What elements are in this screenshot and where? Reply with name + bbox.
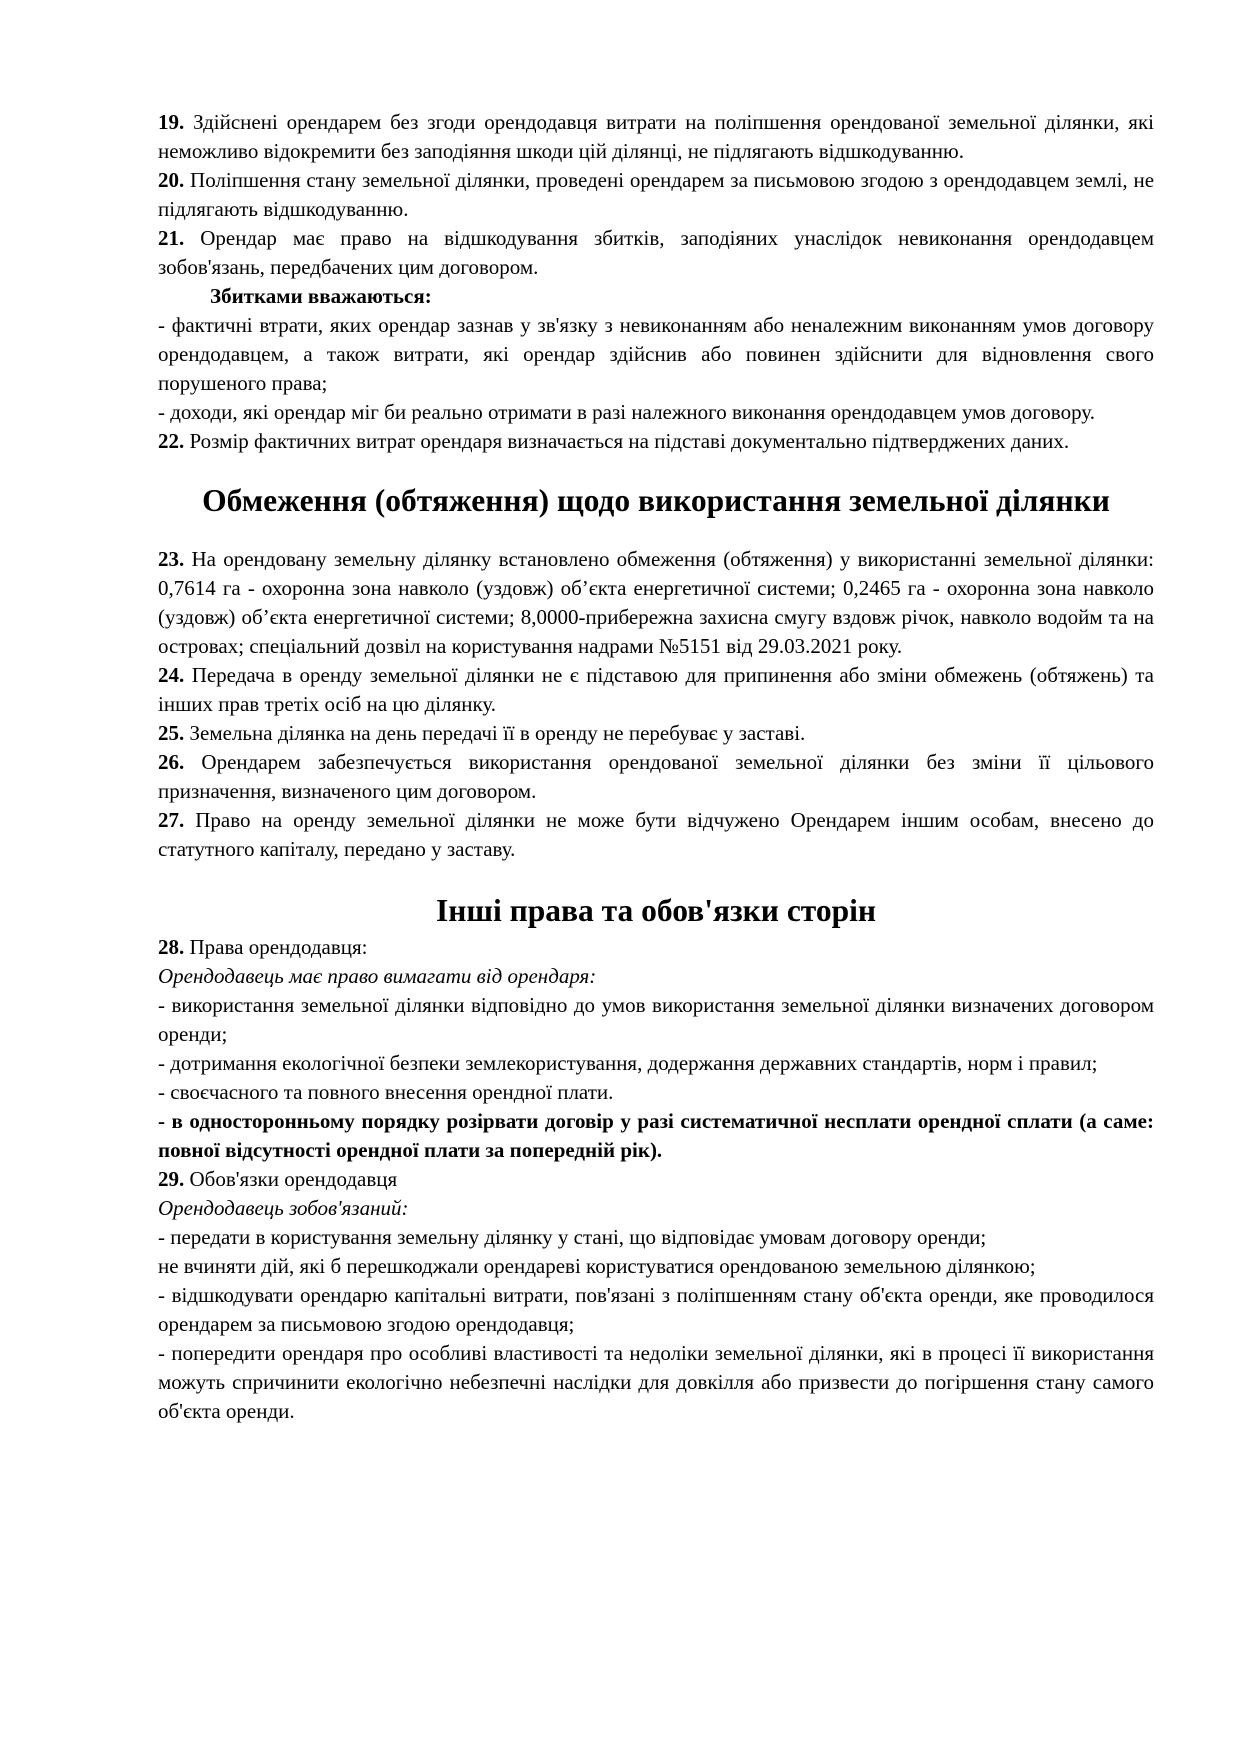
clause-28 xyxy=(158,933,1154,962)
clause-19 xyxy=(158,108,1154,166)
list-item: - відшкодувати орендарю капітальні витрати, пов'язані з поліпшенням стану об'єкта оренди, яке проводилося орендарем за письмовою згодою орендодавця; xyxy=(158,1283,1154,1336)
clause-text: Передача в оренду земельної ділянки не є підставою для припинення або зміни обмежень (обтяжень) та інших прав третіх осіб на цю ділянку. xyxy=(158,663,1154,716)
clause-number: 29. xyxy=(158,1167,185,1191)
clause-29 xyxy=(158,1165,1154,1194)
clause-text: Орендар має право на відшкодування збитків, заподіяних унаслідок невиконання орендодавцем зобов'язань, передбачених цим договором. xyxy=(158,226,1154,279)
clause-text: Земельна ділянка на день передачі її в оренду не перебуває у заставі. xyxy=(189,721,806,745)
clause-text: Поліпшення стану земельної ділянки, проведені орендарем за письмовою згодою з орендодавцем землі, не підлягають відшкодуванню. xyxy=(158,168,1155,221)
italic-line: Орендодавець має право вимагати від орендаря: xyxy=(158,964,597,988)
list-item: - фактичні втрати, яких орендар зазнав у зв'язку з невиконанням або неналежним виконанням умов договору орендодавцем, а також витрати, які орендар здійснив або повинен здійснити для відновлення свого порушеного права; xyxy=(158,313,1154,395)
clause-20 xyxy=(158,166,1154,224)
list-item: - використання земельної ділянки відповідно до умов використання земельної ділянки визначених договором оренди; xyxy=(158,993,1154,1046)
clause-24 xyxy=(158,661,1154,719)
list-item: - доходи, які орендар міг би реально отримати в разі належного виконання орендодавцем умов договору. xyxy=(158,400,1095,424)
clause-text: На орендовану земельну ділянку встановлено обмеження (обтяження) у використанні земельної ділянки: 0,7614 га - охоронна зона навколо (уздовж) об’єкта енергетичної системи; 0,2465 га - охоронна зона навколо (уздовж) об’єкта енергетичної системи; 8,0000-прибережна захисна смугу вздовж річок, навколо водойм та на островах; спеціальний дозвіл на користування надрами №5151 від 29.03.2021 року. xyxy=(158,547,1154,658)
clause-text: Розмір фактичних витрат орендаря визначається на підставі документально підтверджених даних. xyxy=(189,429,1070,453)
clause-text: Обов'язки орендодавця xyxy=(189,1167,398,1191)
list-item: - передати в користування земельну ділянку у стані, що відповідає умовам договору оренди; xyxy=(158,1225,987,1249)
clause-number: 22. xyxy=(158,429,185,453)
clause-text: Права орендодавця: xyxy=(189,935,368,959)
clause-number: 27. xyxy=(158,808,185,832)
clause-number: 26. xyxy=(158,750,185,774)
list-item: - попередити орендаря про особливі властивості та недоліки земельної ділянки, які в процесі її використання можуть спричинити екологічно небезпечні наслідки для довкілля або призвести до погіршення стану самого об'єкта оренди. xyxy=(158,1341,1154,1423)
clause-number: 23. xyxy=(158,547,185,571)
clause-number: 19. xyxy=(158,110,185,134)
clause-26 xyxy=(158,748,1154,806)
clause-number: 24. xyxy=(158,663,185,687)
clause-text: Здійснені орендарем без згоди орендодавця витрати на поліпшення орендованої земельної ділянки, які неможливо відокремити без заподіяння шкоди цій ділянці, не підлягають відшкодуванню. xyxy=(158,110,1155,163)
list-item: - дотримання екологічної безпеки землекористування, додержання державних стандартів, норм і правил; xyxy=(158,1051,1098,1075)
clause-number: 25. xyxy=(158,721,185,745)
clause-text: Право на оренду земельної ділянки не може бути відчужено Орендарем іншим особам, внесено до статутного капіталу, передано у заставу. xyxy=(158,808,1154,861)
clause-25 xyxy=(158,719,1154,748)
clause-22 xyxy=(158,427,1154,456)
indented-line: Збитками вважаються: xyxy=(210,284,432,308)
clause-number: 21. xyxy=(158,226,185,250)
clause-23 xyxy=(158,545,1154,661)
section-heading: Інші права та обов'язки сторін xyxy=(435,893,877,928)
section-heading: Обмеження (обтяження) щодо використання земельної ділянки xyxy=(202,483,1110,518)
list-item: - в односторонньому порядку розірвати договір у разі систематичної несплати орендної сплати (а саме: повної відсутності орендної плати за попередній рік). xyxy=(158,1109,1154,1162)
clause-21 xyxy=(158,224,1154,282)
clause-27 xyxy=(158,806,1154,864)
document-content xyxy=(158,108,1154,1426)
list-item: - своєчасного та повного внесення орендної плати. xyxy=(158,1080,614,1104)
clause-number: 28. xyxy=(158,935,185,959)
clause-text: Орендарем забезпечується використання орендованої земельної ділянки без зміни її цільового призначення, визначеного цим договором. xyxy=(158,750,1155,803)
list-item: не вчиняти дій, які б перешкоджали орендареві користуватися орендованою земельною ділянкою; xyxy=(158,1254,1036,1278)
clause-number: 20. xyxy=(158,168,185,192)
italic-line: Орендодавець зобов'язаний: xyxy=(158,1196,409,1220)
